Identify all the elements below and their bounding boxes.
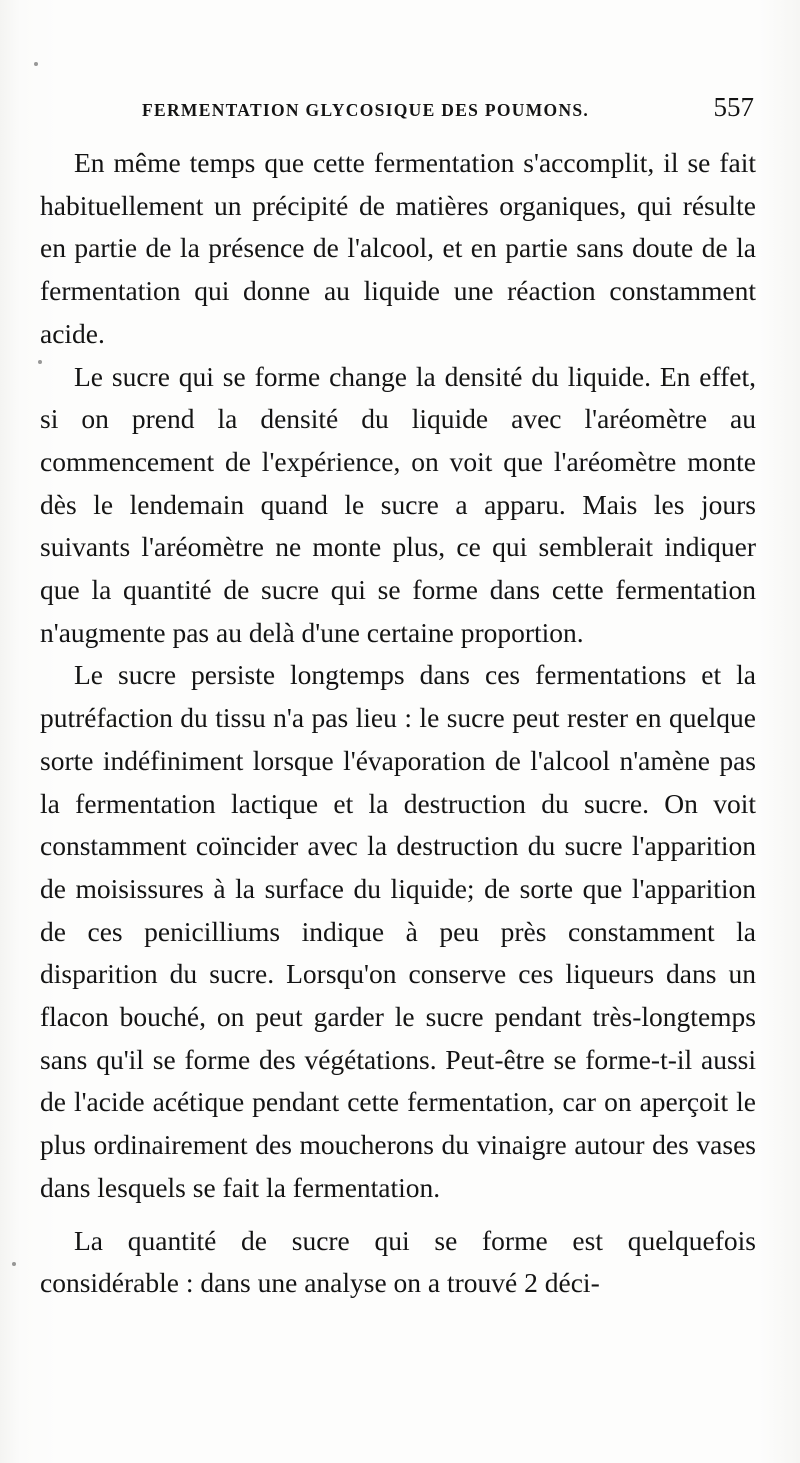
page-header — [40, 92, 760, 128]
page-number: 557 — [713, 92, 754, 122]
paragraph-3: Le sucre persiste longtemps dans ces fermentations et la putréfaction du tissu n'a pas lieu : le sucre peut rester en quelque sorte indéfiniment lorsque l'évaporation de l'alcool n'amène pas la fermentation lactique et la destruction du sucre. On voit constamment coïncider avec la destruction du sucre l'apparition de moisissures à la surface du liquide; de sorte que l'apparition de ces penicilliums indique à peu près constamment la disparition du sucre. Lorsqu'on conserve ces liqueurs dans un flacon bouché, on peut garder le sucre pendant très-longtemps sans qu'il se forme des végétations. Peut-être se forme-t-il aussi de l'acide acétique pendant cette fermentation, car on aperçoit le plus ordinairement des moucherons du vinaigre autour des vases dans lesquels se fait la fermentation. — [40, 659, 756, 1203]
print-speck — [12, 1262, 16, 1266]
print-speck — [34, 62, 38, 66]
body-text — [40, 142, 756, 1305]
paragraph-1: En même temps que cette fermentation s'accomplit, il se fait habituellement un précipité de matières organiques, qui résulte en partie de la présence de l'alcool, et en partie sans doute de la fermentation qui donne au liquide une réaction constamment acide. — [40, 147, 756, 349]
print-speck — [38, 360, 42, 364]
paragraph-4: La quantité de sucre qui se forme est quelquefois considérable : dans une analyse on a trouvé 2 déci- — [40, 1224, 756, 1299]
running-title: FERMENTATION GLYCOSIQUE DES POUMONS. — [142, 100, 590, 120]
paragraph-2: Le sucre qui se forme change la densité du liquide. En effet, si on prend la densité du liquide avec l'aréomètre au commencement de l'expérience, on voit que l'aréomètre monte dès le lendemain quand le sucre a apparu. Mais les jours suivants l'aréomètre ne monte plus, ce qui semblerait indiquer que la quantité de sucre qui se forme dans cette fermentation n'augmente pas au delà d'une certaine proportion. — [40, 360, 756, 648]
